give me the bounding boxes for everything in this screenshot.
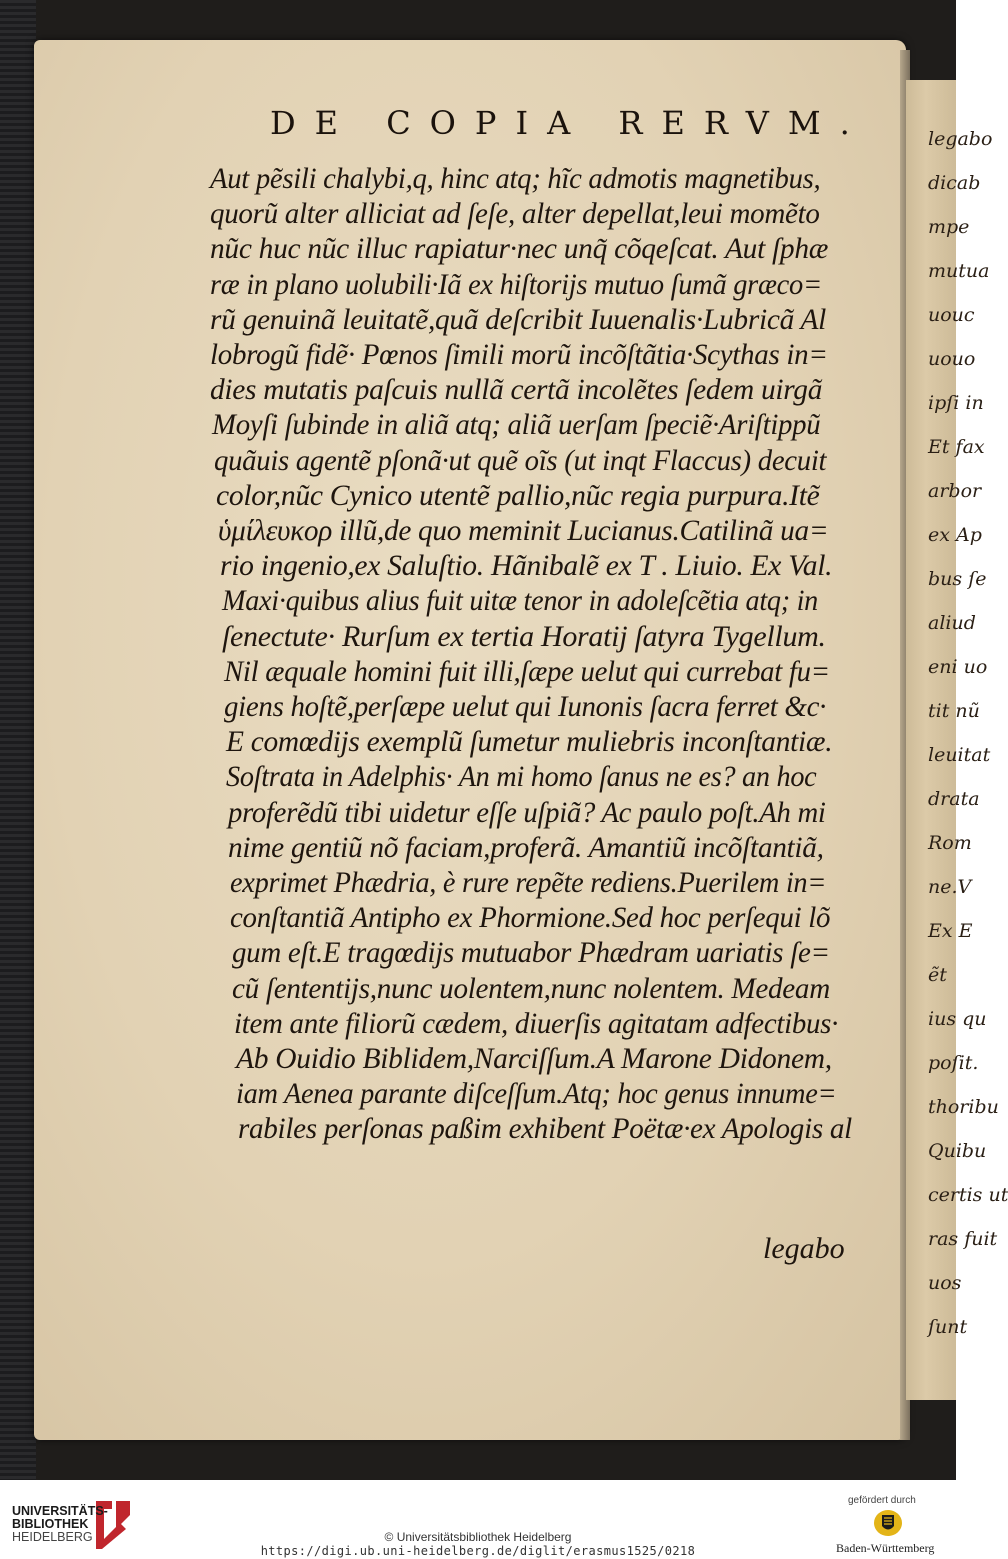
- facing-page-strip: [906, 80, 1008, 1400]
- text-line: quãuis agentẽ pſonã·ut quẽ oĩs (ut inqt Flaccus) decuit: [214, 443, 827, 477]
- book-binding: [0, 0, 36, 1480]
- facing-page-fragment: aliud: [928, 612, 976, 634]
- facing-page-fragment: ẽt: [928, 964, 947, 986]
- facing-page-fragment: dicab: [928, 172, 981, 194]
- text-line: lobrogũ fidẽ· Pœnos ſimili morũ incõſtãtia·Scythas in=: [210, 338, 828, 371]
- text-line: ræ in plano uolubili·Iã ex hiſtorijs mutuo ſumã græco=: [210, 267, 822, 301]
- coat-of-arms-icon[interactable]: [873, 1508, 903, 1538]
- facing-page-fragment: Rom: [928, 832, 972, 854]
- text-line: giens hoſtẽ,perſæpe uelut qui Iunonis ſacra ferret &c·: [224, 690, 827, 723]
- text-line: rio ingenio,ex Saluſtio. Hãnibalẽ ex T . Liuio. Ex Val.: [220, 549, 833, 583]
- facing-page-fragment: arbor: [928, 480, 982, 502]
- sponsor-label: gefördert durch: [848, 1495, 916, 1506]
- text-line: dies mutatis paſcuis nullã certã incolẽtes ſedem uirgã: [210, 373, 823, 407]
- facing-page-fragment: uos: [928, 1272, 962, 1294]
- facing-page-fragment: ſunt: [928, 1316, 968, 1338]
- catchword: legabo: [763, 1232, 845, 1265]
- text-line: proferẽdũ tibi uidetur eſſe uſpiã? Ac paulo poſt.Ah mi: [228, 795, 826, 829]
- facing-page-fragment: uouo: [928, 348, 976, 370]
- text-line: rabiles perſonas paßim exhibent Poëtæ·ex Apologis al: [238, 1112, 852, 1146]
- facing-page-fragment: ras fuit: [928, 1228, 998, 1250]
- facing-page-fragment: ex Ap: [928, 524, 982, 546]
- text-line: nime gentiũ nõ faciam,proferã. Amantiũ incõſtantiã,: [228, 830, 824, 864]
- text-line: Aut pẽsili chalybi,q, hinc atq; hĩc admotis magnetibus,: [210, 162, 821, 195]
- facing-page-fragment: mpe: [928, 216, 970, 238]
- text-line: Moyſi ſubinde in aliã atq; aliã uerſam ſpeciẽ·Ariſtippũ: [212, 408, 821, 442]
- facing-page-fragment: ipſi in: [928, 392, 984, 414]
- copyright-notice: © Universitätsbibliothek Heidelberg: [384, 1530, 572, 1544]
- facing-page-fragment: mutua: [928, 260, 990, 282]
- text-line: ſenectute· Rurſum ex tertia Horatij ſatyra Tygellum.: [222, 619, 826, 653]
- facing-page-fragment: legabo: [928, 128, 993, 150]
- text-line: conſtantiã Antipho ex Phormione.Sed hoc perſequi lõ: [230, 901, 831, 935]
- running-head: DE COPIA RERVM.: [270, 104, 869, 142]
- library-name-line1: UNIVERSITÄTS-: [12, 1504, 108, 1518]
- text-line: Soſtrata in Adelphis· An mi homo ſanus ne es? an hoc: [226, 760, 817, 794]
- facing-page-fragment: tit nũ: [928, 700, 980, 722]
- facing-page-fragment: Et fax: [928, 436, 985, 458]
- text-line: rũ genuinã leuitatẽ,quã deſcribit Iuuenalis·Lubricã Al: [210, 302, 827, 336]
- facing-page-fragment: drata: [928, 788, 980, 810]
- facing-page-fragment: ius qu: [928, 1008, 987, 1030]
- text-line: nũc huc nũc illuc rapiatur·nec unq̃ cõqeſcat. Aut ſphæ: [210, 232, 829, 266]
- text-line: ὑμίλευκορ illũ,de quo meminit Lucianus.Catilinã ua=: [218, 514, 829, 547]
- facing-page-fragment: Ex E: [928, 920, 973, 942]
- facing-page-fragment: eni uo: [928, 656, 988, 678]
- facing-page-fragment: ne.V: [928, 876, 972, 898]
- text-line: cũ ſententijs,nunc uolentem,nunc nolentem. Medeam: [232, 971, 830, 1005]
- text-line: Nil æquale homini fuit illi,ſæpe uelut qui currebat fu=: [224, 654, 830, 688]
- facing-page-fragment: leuitat: [928, 744, 991, 766]
- sponsor-name: Baden-Württemberg: [836, 1541, 935, 1555]
- text-line: color,nũc Cynico utentẽ pallio,nũc regia purpura.Itẽ: [216, 478, 820, 512]
- permalink[interactable]: https://digi.ub.uni-heidelberg.de/diglit/erasmus1525/0218: [260, 1544, 696, 1558]
- facing-page-fragment: Quibu: [928, 1140, 987, 1162]
- text-line: Ab Ouidio Biblidem,Narciſſum.A Marone Didonem,: [236, 1042, 832, 1075]
- facing-page-fragment: bus ſe: [928, 568, 987, 590]
- facing-page-fragment: thoribu: [928, 1096, 999, 1118]
- text-line: quorũ alter alliciat ad ſeſe, alter depellat,leui momẽto: [210, 197, 820, 231]
- facing-page-fragment: poſit.: [928, 1052, 979, 1074]
- text-line: E comœdijs exemplũ ſumetur muliebris inconſtantiæ.: [226, 725, 833, 759]
- text-line: item ante filiorũ cædem, diuerſis agitatam adfectibus·: [234, 1006, 839, 1040]
- library-name-line2: BIBLIOTHEK: [12, 1517, 89, 1531]
- text-line: iam Aenea parante diſceſſum.Atq; hoc genus innume=: [236, 1077, 837, 1111]
- facing-page-fragment: certis ut: [928, 1184, 1008, 1206]
- text-line: exprimet Phædria, è rure repẽte rediens.Puerilem in=: [230, 866, 827, 899]
- text-line: gum eſt.E tragœdijs mutuabor Phædram uariatis ſe=: [232, 936, 830, 970]
- library-name-line3: HEIDELBERG: [12, 1530, 93, 1544]
- facing-page-fragment: uouc: [928, 304, 975, 326]
- text-line: Maxi·quibus alius fuit uitæ tenor in adoleſcẽtia atq; in: [222, 584, 818, 618]
